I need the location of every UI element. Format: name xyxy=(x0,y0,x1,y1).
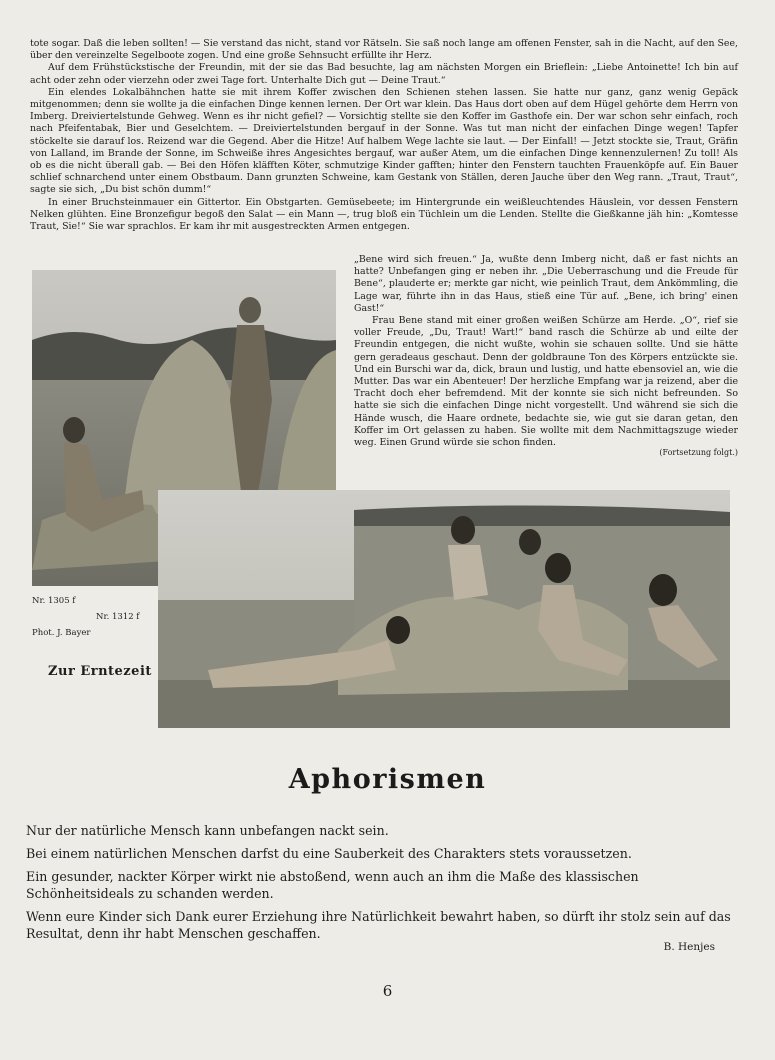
story-paragraph-1: tote sogar. Daß die leben sollten! — Sie verstand das nicht, stand vor Rätseln. Sie saß noch lange am offenen Fenster, sah in die Nacht, auf den See, über den vereinzelte Segelboote zogen. Und eine große Sehnsucht erfüllte ihr Herz. xyxy=(30,38,738,62)
photo-caption-title: Zur Erntezeit xyxy=(48,664,152,679)
aphorism-item: Ein gesunder, nackter Körper wirkt nie abstoßend, wenn auch an ihm die Maße des klassischen Schönheitsideals zu schanden werden. xyxy=(26,869,639,901)
harvest-photo-2 xyxy=(158,490,730,728)
photographer-credit: Phot. J. Bayer xyxy=(32,628,91,638)
continued-note: (Fortsetzung folgt.) xyxy=(659,448,738,458)
story-text-top xyxy=(30,38,738,233)
aphorism-item: Wenn eure Kinder sich Dank eurer Erziehung ihre Natürlichkeit bewahrt haben, so dürft ihr stolz sein auf das Resultat, denn ihr habt Menschen geschaffen. xyxy=(26,909,731,941)
story-paragraph-2: Auf dem Frühstückstische der Freundin, mit der sie das Bad besuchte, lag am nächsten Morgen ein Brieflein: „Liebe Antoinette! Ich bin auf acht oder zehn oder vierzehn oder zwei Tage fort. Unterhalte Dich gut — Deine Traut.“ xyxy=(30,62,738,86)
aphorisms-author: B. Henjes xyxy=(663,941,715,953)
story-text-right xyxy=(354,254,738,459)
photo-1-number: Nr. 1305 f xyxy=(32,596,76,606)
story-paragraph-4: In einer Bruchsteinmauer ein Gittertor. Ein Obstgarten. Gemüsebeete; im Hintergrunde ein weißleuchtendes Häuslein, vor dessen Fenstern Nelken glühten. Eine Bronzefigur begoß den Salat — ein Mann —, trug bloß ein Tüchlein um die Lenden. Stellte die Gießkanne jäh hin: „Komtesse Traut, Sie!“ Sie war sprachlos. Er kam ihr mit ausgestreckten Armen entgegen. xyxy=(30,196,738,233)
aphorisms-list xyxy=(26,822,734,948)
aphorism-item: Bei einem natürlichen Menschen darfst du eine Sauberkeit des Charakters stets voraussetzen. xyxy=(26,846,632,861)
photo-2-number: Nr. 1312 f xyxy=(96,612,140,622)
page-number: 6 xyxy=(382,982,393,1000)
aphorisms-heading: Aphorismen xyxy=(288,764,487,795)
story-paragraph-6: Frau Bene stand mit einer großen weißen Schürze am Herde. „O“, rief sie voller Freude, „Du, Traut! Wart!“ band rasch die Schürze ab und eilte der Freundin entgegen, die nicht wußte, wohin sie schauen sollte. Und sie hätte gern geradeaus geschaut. Denn der goldbraune Ton des Körpers entzückte sie. Und ein Burschi war da, dick, braun und lustig, und hatte ebensoviel an, wie die Mutter. Das war ein Abenteuer! Der herzliche Empfang war ja reizend, aber die Tracht doch eher befremdend. Mit der konnte sie sich nicht befreunden. So hatte sie sich die einfachen Dinge nicht vorgestellt. Und während sie sich die Hände wusch, die Haare ordnete, bedachte sie, wie gut sie daran getan, den Koffer im Ort gelassen zu haben. Sie wollte mit dem Nachmittagszuge wieder weg. Einen Grund würde sie schon finden. xyxy=(354,315,738,449)
story-paragraph-5: „Bene wird sich freuen.“ Ja, wußte denn Imberg nicht, daß er fast nichts an hatte? Unbefangen ging er neben ihr. „Die Ueberraschung und die Freude für Bene“, plauderte er; merkte gar nicht, wie peinlich Traut, dem Ankömmling, die Lage war, führte ihn in das Haus, stieß eine Tür auf. „Bene, ich bring' einen Gast!“ xyxy=(354,254,738,314)
story-paragraph-3: Ein elendes Lokalbähnchen hatte sie mit ihrem Koffer zwischen den Schienen stehen lassen. Sie hatte nur ganz, ganz wenig Gepäck mitgenommen; denn sie wollte ja die einfachen Dinge kennen lernen. Der Ort war klein. Das Haus dort oben auf dem Hügel gehörte dem Herrn von Imberg. Dreiviertelstunde Gehweg. Wenn es ihr nicht gefiel? — Vorsichtig stellte sie den Koffer im Gasthofe ein. Der war schon sehr einfach, roch nach Pfeifentabak, Bier und Geselchtem. — Dreiviertelstunden bergauf in der Sonne. Was tut man nicht der einfachen Dinge wegen! Tapfer stöckelte sie darauf los. Reizend war die Gegend. Aber die Hitze! Auf halbem Wege lachte sie laut. — Der Einfall! — Jetzt stockte sie, Traut, Gräfin von Lalland, im Brande der Sonne, im Schweiße ihres Angesichtes bergauf, war außer Atem, um die einfachen Dinge kennenzulernen! Zu toll! Als ob es die nicht überall gab. — Bei den Höfen kläfften Köter, schmutzige Kinder gafften; hinter den Fenstern tauchten Frauenköpfe auf. Ein Bauer schlief schnarchend unter einem Obstbaum. Dann grunzten Schweine, kam Gestank von Ställen, deren Jauche über den Weg rann. „Traut, Traut“, sagte sie sich, „Du bist schön dumm!“ xyxy=(30,86,738,196)
harvest-photo-2-image xyxy=(158,490,730,728)
aphorism-item: Nur der natürliche Mensch kann unbefangen nackt sein. xyxy=(26,823,389,838)
